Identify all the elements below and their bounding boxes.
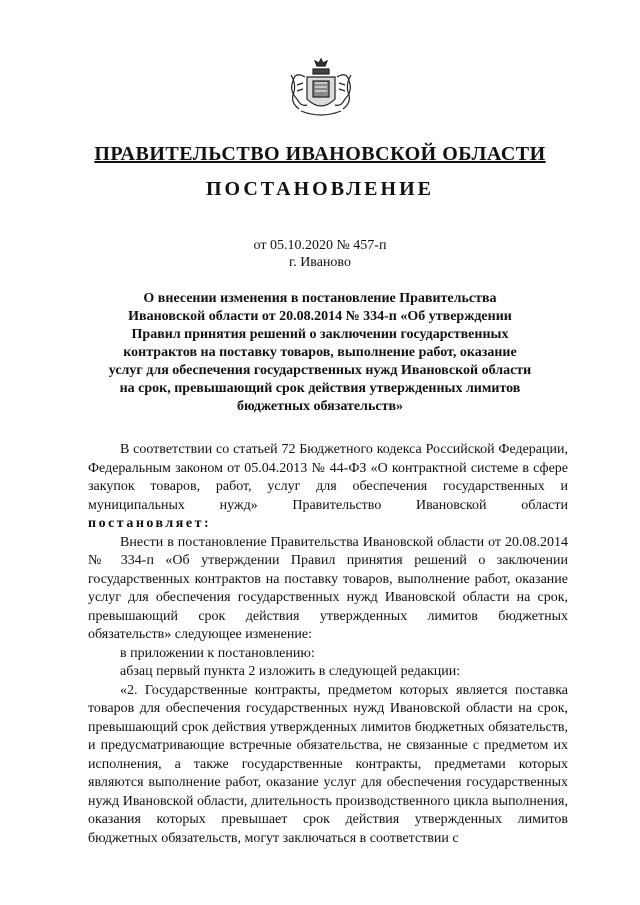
appendix-paragraph: в приложении к постановлению: (120, 645, 315, 661)
ivanovo-coat-of-arms-icon (283, 55, 359, 119)
government-title: ПРАВИТЕЛЬСТВО ИВАНОВСКОЙ ОБЛАСТИ (94, 143, 546, 165)
preamble-paragraph (88, 441, 568, 534)
dateline (0, 237, 640, 271)
instruction-paragraph: абзац первый пункта 2 изложить в следующей редакции: (120, 664, 461, 679)
document-body (88, 441, 568, 848)
amendment-paragraph: Внести в постановление Правительства Ивановской области от 20.08.2014 № 334-п «Об утверждении Правил принятия решений о заключении государственных контрактов на поставку товаров, выполнение работ, оказание услуг для обеспечения государственных нужд Ивановской области на срок, превышающий срок действия утвержденных лимитов бюджетных обязательств» следующее изменение: (88, 534, 568, 642)
preamble-text: В соответствии со статьей 72 Бюджетного кодекса Российской Федерации, Федеральным законом от 05.04.2013 № 44-ФЗ «О контрактной системе в сфере закупок товаров, работ, услуг для обеспечения государственных и муниципальных нужд» Правительство Ивановской области (88, 442, 568, 513)
city: г. Иваново (289, 255, 351, 270)
new-wording-paragraph: «2. Государственные контракты, предметом которых является поставка товаров для обеспечения государственных нужд Ивановской области на срок, превышающий срок действия утвержденных лимитов бюджетных обязательств, и предусматривающие встречные обязательства, не связанные с предметом их исполнения, а также государственные контракты, предметами которых являются выполнение работ, оказание услуг для обеспечения государственных нужд Ивановской области, длительность производственного цикла выполнения, оказания которых превышает срок действия утвержденных лимитов бюджетных обязательств, могут заключаться в соответствии с (88, 682, 568, 846)
decree-word: постановляет: (88, 516, 212, 531)
document-subject: О внесении изменения в постановление Правительства Ивановской области от 20.08.2014 № 334-п «Об утверждении Правил принятия решений о заключении государственных контрактов на поставку товаров, выполнение работ, оказание услуг для обеспечения государственных нужд Ивановской области на срок, превышающий срок действия утвержденных лимитов бюджетных обязательств» (108, 291, 532, 414)
document-type: ПОСТАНОВЛЕНИЕ (206, 178, 434, 200)
date-number: от 05.10.2020 № 457-п (253, 238, 387, 253)
